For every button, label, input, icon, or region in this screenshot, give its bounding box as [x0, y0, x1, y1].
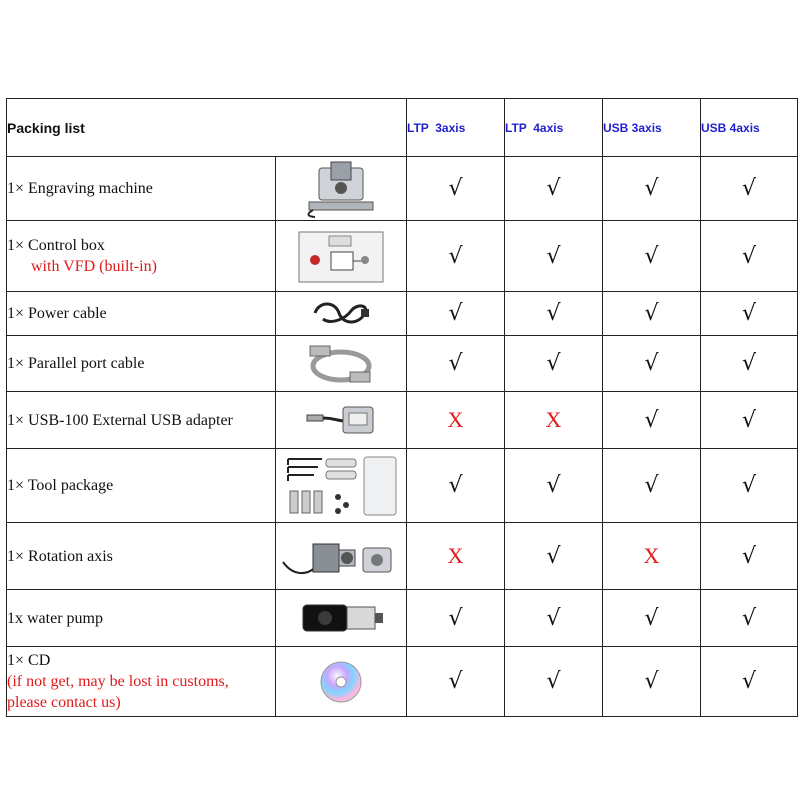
- item-name: [7, 449, 276, 523]
- table-row: [7, 647, 798, 717]
- table-row: [7, 336, 798, 392]
- check-mark-icon: √: [505, 523, 603, 590]
- table-row: [7, 449, 798, 523]
- parallel-cable-photo: [276, 336, 407, 392]
- item-label: 1× Parallel port cable: [7, 355, 145, 372]
- item-name: [7, 523, 276, 590]
- item-name: [7, 292, 276, 336]
- item-label: 1× Tool package: [7, 477, 114, 494]
- check-mark-icon: √: [505, 590, 603, 647]
- table-row: [7, 221, 798, 292]
- check-mark-icon: √: [701, 157, 798, 221]
- control-box-photo: [276, 221, 407, 292]
- item-note: please contact us): [7, 694, 121, 711]
- check-mark-icon: √: [701, 292, 798, 336]
- check-mark-icon: √: [603, 449, 701, 523]
- item-note: with VFD (built-in): [31, 258, 157, 275]
- item-label: 1× USB-100 External USB adapter: [7, 411, 233, 429]
- cross-mark-icon: X: [603, 523, 701, 590]
- item-label: 1× Engraving machine: [7, 180, 153, 197]
- item-label: 1× Control box: [7, 237, 105, 254]
- water-pump-photo: [276, 590, 407, 647]
- check-mark-icon: √: [505, 449, 603, 523]
- check-mark-icon: √: [505, 157, 603, 221]
- check-mark-icon: √: [407, 336, 505, 392]
- check-mark-icon: √: [603, 157, 701, 221]
- check-mark-icon: √: [701, 523, 798, 590]
- usb-adapter-photo: [276, 392, 407, 449]
- cross-mark-icon: X: [407, 523, 505, 590]
- column-header-ltp-4axis: LTP 4axis: [505, 99, 603, 157]
- check-mark-icon: √: [603, 647, 701, 717]
- table-row: [7, 590, 798, 647]
- check-mark-icon: √: [603, 336, 701, 392]
- table-title: Packing list: [7, 99, 407, 157]
- power-cable-photo: [276, 292, 407, 336]
- item-name: [7, 392, 276, 449]
- table-row: [7, 392, 798, 449]
- check-mark-icon: √: [701, 647, 798, 717]
- item-label: 1× CD: [7, 652, 51, 669]
- item-label: 1× Power cable: [7, 305, 107, 322]
- item-name: [7, 221, 276, 292]
- check-mark-icon: √: [407, 647, 505, 717]
- check-mark-icon: √: [505, 336, 603, 392]
- table-row: [7, 523, 798, 590]
- check-mark-icon: √: [701, 449, 798, 523]
- item-name: [7, 647, 276, 717]
- check-mark-icon: √: [505, 221, 603, 292]
- item-name: [7, 157, 276, 221]
- check-mark-icon: √: [603, 221, 701, 292]
- packing-list-table: [6, 98, 798, 717]
- check-mark-icon: √: [407, 449, 505, 523]
- item-label: 1x water pump: [7, 609, 103, 627]
- cross-mark-icon: X: [407, 392, 505, 449]
- check-mark-icon: √: [407, 157, 505, 221]
- column-header-usb-4axis: USB 4axis: [701, 99, 798, 157]
- column-header-usb-3axis: USB 3axis: [603, 99, 701, 157]
- check-mark-icon: √: [701, 392, 798, 449]
- rotation-axis-photo: [276, 523, 407, 590]
- table-row: [7, 292, 798, 336]
- column-header-ltp-3axis: LTP 3axis: [407, 99, 505, 157]
- check-mark-icon: √: [505, 647, 603, 717]
- check-mark-icon: √: [701, 336, 798, 392]
- check-mark-icon: √: [407, 590, 505, 647]
- check-mark-icon: √: [603, 392, 701, 449]
- check-mark-icon: √: [701, 221, 798, 292]
- tool-package-photo: [276, 449, 407, 523]
- check-mark-icon: √: [701, 590, 798, 647]
- engraving-machine-photo: [276, 157, 407, 221]
- item-note: (if not get, may be lost in customs,: [7, 673, 229, 690]
- item-name: [7, 590, 276, 647]
- item-name: [7, 336, 276, 392]
- check-mark-icon: √: [603, 590, 701, 647]
- check-mark-icon: √: [505, 292, 603, 336]
- table-row: [7, 157, 798, 221]
- header-row: [7, 99, 798, 157]
- check-mark-icon: √: [407, 221, 505, 292]
- cd-photo: [276, 647, 407, 717]
- check-mark-icon: √: [603, 292, 701, 336]
- item-label: 1× Rotation axis: [7, 547, 113, 565]
- cross-mark-icon: X: [505, 392, 603, 449]
- check-mark-icon: √: [407, 292, 505, 336]
